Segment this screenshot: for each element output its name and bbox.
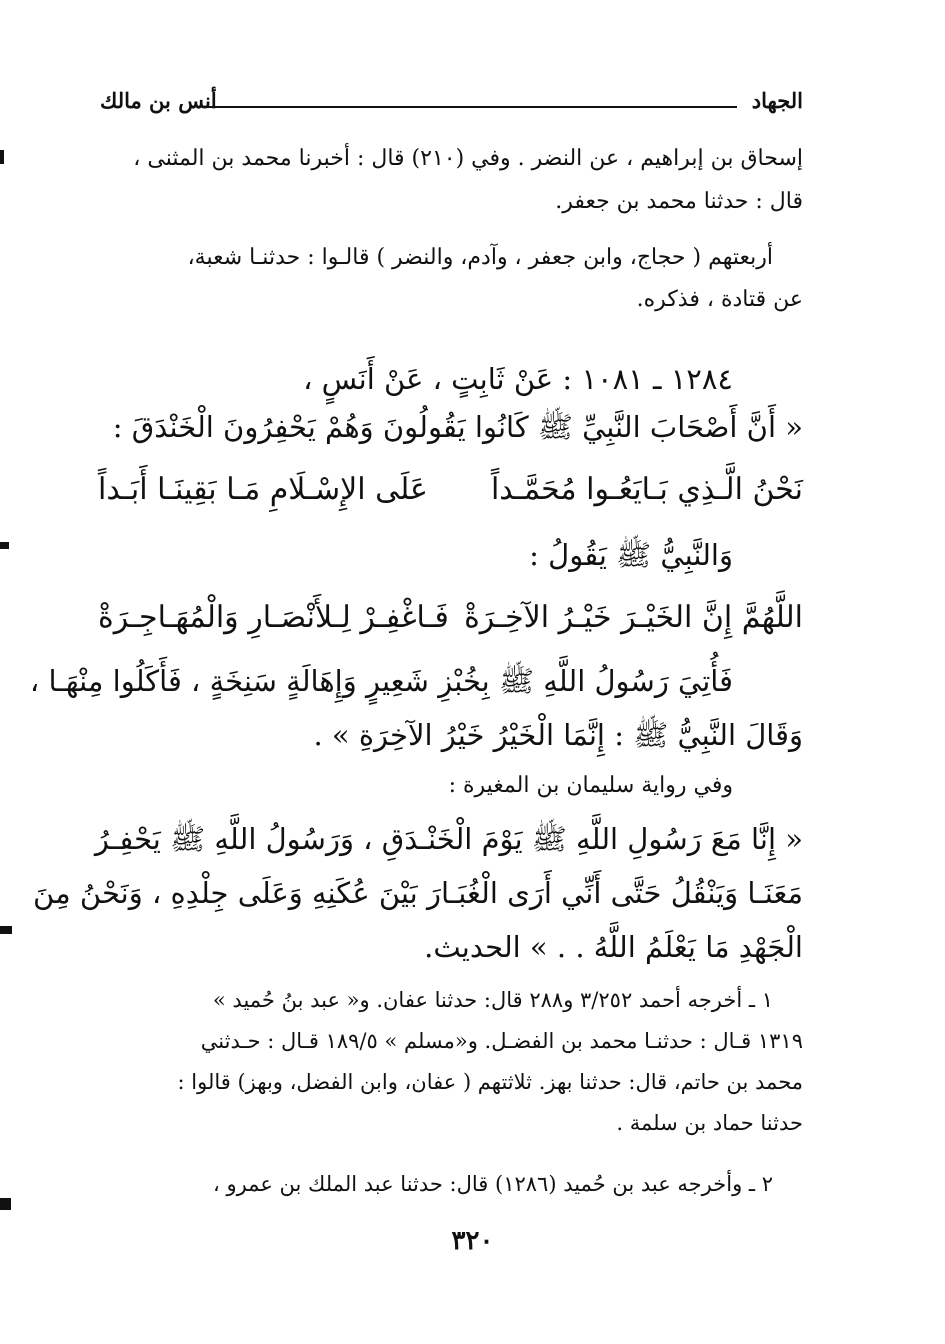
hadith-text-line: الْجَهْدِ مَا يَعْلَمُ اللَّهُ . . » الحديث. <box>424 930 803 964</box>
footnote-line: ١٣١٩ قـال : حدثنـا محمد بن الفضـل. و«مسلم » ١٨٩/٥ قـال : حـدثني <box>200 1029 803 1053</box>
footnote-line: حدثنا حماد بن سلمة . <box>616 1111 803 1135</box>
text-line: عن قتادة ، فذكره. <box>636 287 803 312</box>
verse-response: وَالنَّبِيُّ ﷺ يَقُولُ : <box>529 538 733 572</box>
verse-hemistich-left: فَـاغْفِـرْ لِـلأَنْصَـارِ وَالْمُهَـاجِـرَةْ <box>98 600 449 635</box>
text-line: إسحاق بن إبراهيم ، عن النضر . وفي (٢١٠) قال : أخبرنا محمد بن المثنى ، <box>133 146 803 171</box>
header-section-title: أنس بن مالك <box>100 88 217 113</box>
footnote-line: محمد بن حاتم، قال: حدثنا بهز. ثلاثتهم ( عفان، وابن الفضل، وبهز) قالوا : <box>177 1070 803 1094</box>
verse-hemistich-left: عَلَى الإِسْـلَامِ مَـا بَقِينَـا أَبَـداً <box>98 472 428 507</box>
scan-edge-mark <box>0 542 9 549</box>
footnote-line: ٢ ـ وأخرجه عبد بن حُميد (١٢٨٦) قال: حدثنا عبد الملك بن عمرو ، <box>213 1172 773 1196</box>
header-chapter-title: الجهاد <box>751 88 803 113</box>
hadith-heading: ١٢٨٤ ـ ١٠٨١ : عَنْ ثَابِتٍ ، عَنْ أَنَسٍ ، <box>303 362 733 396</box>
scan-edge-mark <box>0 926 12 934</box>
hadith-text-line: مَعَنَـا وَيَنْقُلُ حَتَّى أَنِّي أَرَى الْغُبَـارَ بَيْنَ عُكَنِهِ وَعَلَى جِلْدِهِ ، وَنَحْنُ مِنَ <box>33 876 803 910</box>
scan-edge-mark <box>0 150 4 164</box>
page-number: ٣٢٠ <box>451 1226 494 1256</box>
text-line: قال : حدثنا محمد بن جعفر. <box>555 189 803 214</box>
footnote-line: ١ ـ أخرجه أحمد ٣/٢٥٢ و٢٨٨ قال: حدثنا عفان. و« عبد بنُ حُميد » <box>212 988 773 1012</box>
verse-hemistich-right: نَحْنُ الَّـذِي بَـايَعُـوا مُحَمَّـداً <box>490 472 803 507</box>
hadith-text-line: فَأُتِيَ رَسُولُ اللَّهِ ﷺ بِخُبْزِ شَعِيرٍ وَإِهَالَةٍ سَنِخَةٍ ، فَأَكَلُوا مِنْهَـا ، <box>29 664 733 698</box>
hadith-text-line: وَقَالَ النَّبِيُّ ﷺ : إِنَّمَا الْخَيْرُ خَيْرُ الآخِرَةِ » . <box>313 718 803 752</box>
header-rule <box>205 106 737 108</box>
hadith-intro: « أَنَّ أَصْحَابَ النَّبِيِّ ﷺ كَانُوا يَقُولُونَ وَهُمْ يَحْفِرُونَ الْخَنْدَقَ : <box>112 410 803 444</box>
hadith-text-line: « إِنَّا مَعَ رَسُولِ اللَّهِ ﷺ يَوْمَ الْخَنْـدَقِ ، وَرَسُولُ اللَّهِ ﷺ يَحْفِـرُ <box>94 822 803 856</box>
text-line: أربعتهم ( حجاج، وابن جعفر ، وآدم، والنضر ) قالـوا : حدثنـا شعبة، <box>187 245 773 270</box>
riwaya-note: وفي رواية سليمان بن المغيرة : <box>448 773 733 798</box>
verse-hemistich-right: اللَّهُمَّ إِنَّ الخَيْـرَ خَيْـرُ الآخِـرَةْ <box>464 600 803 635</box>
scan-edge-mark <box>0 1198 11 1210</box>
